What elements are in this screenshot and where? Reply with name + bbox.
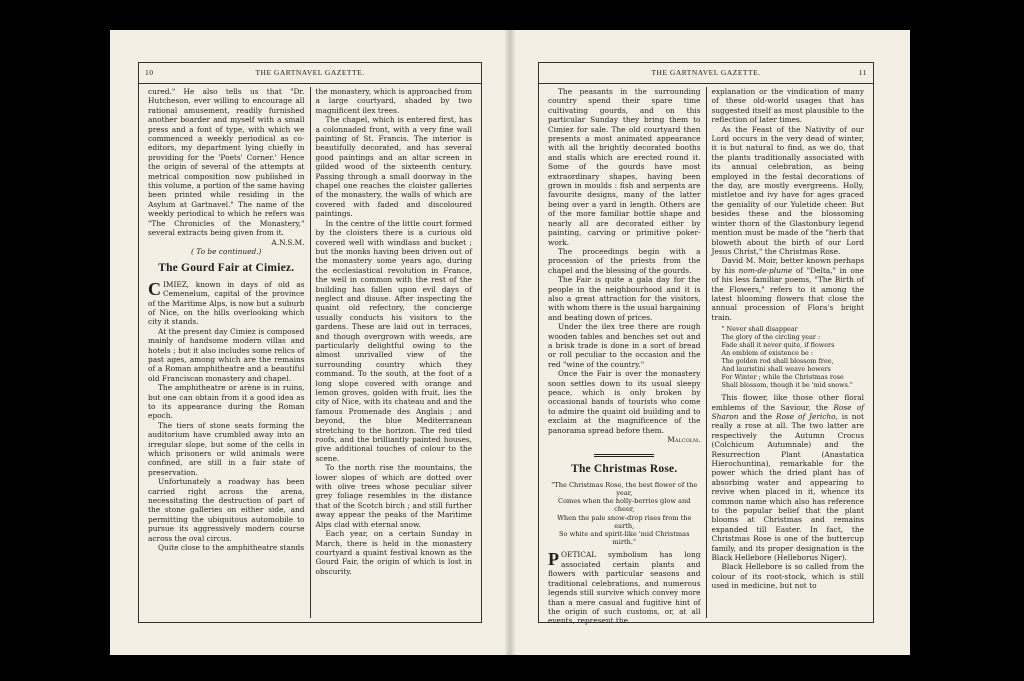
header-rule-left [139, 83, 481, 84]
paragraph: Black Hellebore is so called from the colour of its root-stock, which is still used in medicine, but not to [711, 562, 864, 591]
paragraph: At the present day Cimiez is composed mainly of handsome modern villas and hotels ; but it also includes some relics of past ages, among which are the remains of a Roman amphitheatre and a beautiful old Franciscan monastery and chapel. [148, 326, 305, 383]
drop-cap: C [148, 278, 161, 299]
running-title-right: THE GARTNAVEL GAZETTE. [651, 68, 761, 77]
signature: Malcolm. [667, 435, 701, 445]
verse-line: The golden rod shall blossom free, [721, 357, 834, 366]
verse-line: Shall blossom, though it be 'mid snows." [721, 381, 853, 390]
paragraph-text: OETICAL symbolism has long associated certain plants and flowers with particular seasons and traditional celebrations, and numerous legends still survive which convey more than a mere casual and fugitive hint of the origin of such customs, or, at all events, represent the [548, 550, 701, 626]
right-page [510, 30, 910, 655]
right-page-frame [538, 62, 874, 626]
text-run-italic: Rose of Jericho [776, 411, 836, 421]
paragraph: The tiers of stone seats forming the auditorium have crumbled away into an irregular slope, but some of the cells in which prisoners or wild animals were confined, are still in a fair state of preservation. [148, 420, 305, 477]
text-run-italic: Rose of Sharon [711, 402, 865, 421]
text-run: of "Delta," in one of his less familiar poems, "The Birth of the Flowers," refers to it among the latest blooming flowers that close the annual procession of Flora's bright train. [711, 265, 864, 322]
paragraph: explanation or the vindication of many of these old-world usages that has suggested itself as most plausible to the reflection of later times. [711, 87, 864, 125]
paragraph: Under the ilex tree there are rough wooden tables and benches set out and a brisk trade is done in a sort of bread or roll peculiar to the occasion and the red "wine of the country." [548, 322, 701, 369]
paragraph: In the centre of the little court formed by the cloisters there is a curious old covered well with windlass and bucket ; but the monks having been driven out of the monastery some years ago, during the ecclesiastical revolution in France, the well in common with the rest of the building has fallen upon evil days of neglect and disuse. After inspecting the quaint old refectory, the concierge usually conducts his visitors to the gardens. These are laid out in terraces, and though overgrown with weeds, are particularly delightful owing to the almost unrivalled view of the surrounding country which they command. To the south, at the foot of a long slope covered with orange and lemon groves, golden with fruit, lies the city of Nice, with its chateau and and the famous Promenade des Anglais ; and beyond, the blue Mediterranean stretching to the horizon. The red tiled roofs, and the brilliantly painted houses, give additional touches of colour to the scene. [315, 218, 472, 463]
epigraph-line: So white and spirit-like 'mid Christmas mirth." [559, 530, 690, 547]
section-separator [594, 454, 654, 457]
left-columns [143, 87, 477, 618]
verse-line: For Winter ; while the Christmas rose [721, 373, 844, 382]
drop-cap: P [548, 549, 559, 570]
text-run: , is not really a rose at all. The two latter are respectively the Autumn Crocus (Colchicum Autumnale) and the Resurrection Plant (Anastatica Hierochuntina), remarkable for the power which the dried plant has of absorbing water and appearing to revive when placed in it, whence its common name which also has reference to the popular belief that the plant blooms at Christmas and remains expanded till Easter. In fact, the Christmas Rose is one of the buttercup family, and its proper designation is the Black Hellebore (Helleborus Niger). [711, 411, 864, 563]
right-running-head [545, 68, 867, 80]
left-page-frame [138, 62, 482, 623]
paragraph: The amphitheatre or arène is in ruins, but one can obtain from it a good idea as to its appearance during the Roman epoch. [148, 383, 305, 421]
paragraph: The peasants in the surrounding country spend their spare time cultivating gourds, and on this particular Sunday they bring them to Cimiez for sale. The old courtyard then presents a most animated appearance with all the brightly decorated booths and stalls which are erected round it. Some of the gourds have most extraordinary shapes, having been grown in moulds : fish and serpents are favourite designs, many of the latter being over a yard in length. Others are of the more familiar bottle shape and nearly all are decorated either by painting, carving or primitive poker-work. [548, 87, 701, 247]
page-number-right: 11 [858, 68, 867, 77]
right-col-1 [543, 87, 706, 626]
right-col-2 [706, 87, 870, 618]
running-title-left: THE GARTNAVEL GAZETTE. [255, 68, 365, 77]
signature: A.N.S.M. [271, 237, 305, 247]
left-running-head [145, 68, 475, 80]
header-rule-right [539, 83, 873, 84]
epigraph-line: "The Christmas Rose, the best flower of the year, [551, 480, 698, 498]
page-number-left: 10 [145, 68, 154, 77]
article-headline: The Gourd Fair at Cimiez. [158, 262, 295, 275]
left-col-1 [143, 87, 310, 618]
text-run: David M. Moir, better known perhaps by his [711, 256, 864, 275]
left-col-2 [310, 87, 478, 618]
paragraph: Unfortunately a roadway has been carried right across the arena, necessitating the destruction of part of the stone galleries on either side, and permitting the ubiquitous automobile to pursue its aggressively modern course across the oval circus. [148, 477, 305, 543]
verse-line: " Never shall disappear [721, 325, 798, 334]
paragraph: Once the Fair is over the monastery soon settles down to its usual sleepy peace, which is only broken by occasional bands of tourists who come to admire the quaint old building and to exclaim at the magnificence of the panorama spread before them. [548, 369, 701, 435]
text-run-italic: nom-de-plume [738, 265, 793, 275]
verse-line: Fade shall it never quite, if flowers [721, 341, 835, 350]
paragraph: Each year, on a certain Sunday in March, there is held in the monastery courtyard a quaint festival known as the Gourd Fair, the origin of which is lost in obscurity. [315, 529, 472, 576]
paragraph: The Fair is quite a gala day for the people in the neighbourhood and it is also a great attraction for the visitors, with whom there is the usual bargaining and beating down of prices. [548, 275, 701, 322]
epigraph-line: Comes when the holly-berries glow and cheer, [558, 497, 691, 514]
paragraph: To the north rise the mountains, the lower slopes of which are dotted over with olive trees whose peculiar silver grey foliage resembles in the distance that of the Scotch birch ; and still further away appear the peaks of the Maritime Alps clad with eternal snow. [315, 463, 472, 529]
verse-quote [712, 325, 865, 389]
paragraph: the monastery, which is approached from a large courtyard, shaded by two magnificent ilex trees. [315, 87, 472, 115]
paragraph: The proceedings begin with a procession of the priests from the chapel and the blessing of the gourds. [548, 246, 701, 275]
paragraph: The chapel, which is entered first, has a colonnaded front, with a very fine wall painting of St. Francis. The interior is beautifully decorated, and has several good paintings and an altar screen in gilded wood of the sixteenth century. Passing through a small doorway in the chapel one reaches the cloister galleries of the monastery, the walls of which are covered with faded and discoloured paintings. [315, 115, 472, 219]
book-gutter [504, 30, 516, 655]
epigraph-line: When the pale snow-drop rises from the earth, [557, 513, 692, 530]
epigraph [548, 481, 701, 547]
verse-line: The glory of the circling year : [721, 333, 821, 342]
continued-note: ( To be continued.) [191, 246, 262, 256]
paragraph-text: IMIEZ, known in days of old as Cemenelum, capital of the province of the Maritime Alps, is now but a suburb of Nice, on the hills overlooking which city it stands. [148, 279, 305, 327]
verse-line: An emblem of existence be : [721, 349, 813, 358]
text-run: This flower, like those other floral emblems of the Saviour, the [711, 393, 864, 412]
paragraph: cured." He also tells us that "Dr. Hutcheson, ever willing to encourage all rational amusement, readily furnished another boarder and myself with a small press and a font of type, with which we commenced a weekly periodical as co-editors, my department lying chiefly in providing for the 'Poets' Corner.' Hence the origin of several of the attempts at metrical composition now published in this volume, a portion of the same having been printed while residing in the Asylum at Gartnavel." The name of the weekly periodical to which he refers was "The Chronicles of the Monastery," several extracts being given from it. [148, 87, 305, 238]
text-run: and the [738, 411, 776, 421]
paragraph: Quite close to the amphitheatre stands [158, 543, 305, 553]
right-columns [543, 87, 869, 626]
article-headline: The Christmas Rose. [571, 463, 678, 476]
paragraph: As the Feast of the Nativity of our Lord occurs in the very dead of winter, it is but natural to find, as we do, that the plants traditionally associated with its annual celebration, as being employed in the festal decorations of the day, are mostly evergreens. Holly, mistletoe and ivy have for ages graced the geniality of our Yuletide cheer. But besides these and the blossoming winter thorn of the Glastonbury legend mention must be made of the "herb that bloweth about the birth of our Lord Jesus Christ," the Christmas Rose. [711, 124, 864, 256]
paragraph [712, 256, 865, 322]
verse-line: And lauristini shall weave bowers [721, 365, 831, 374]
paragraph [548, 550, 701, 625]
paragraph [148, 280, 305, 327]
left-page [110, 30, 510, 655]
paragraph [712, 393, 865, 562]
